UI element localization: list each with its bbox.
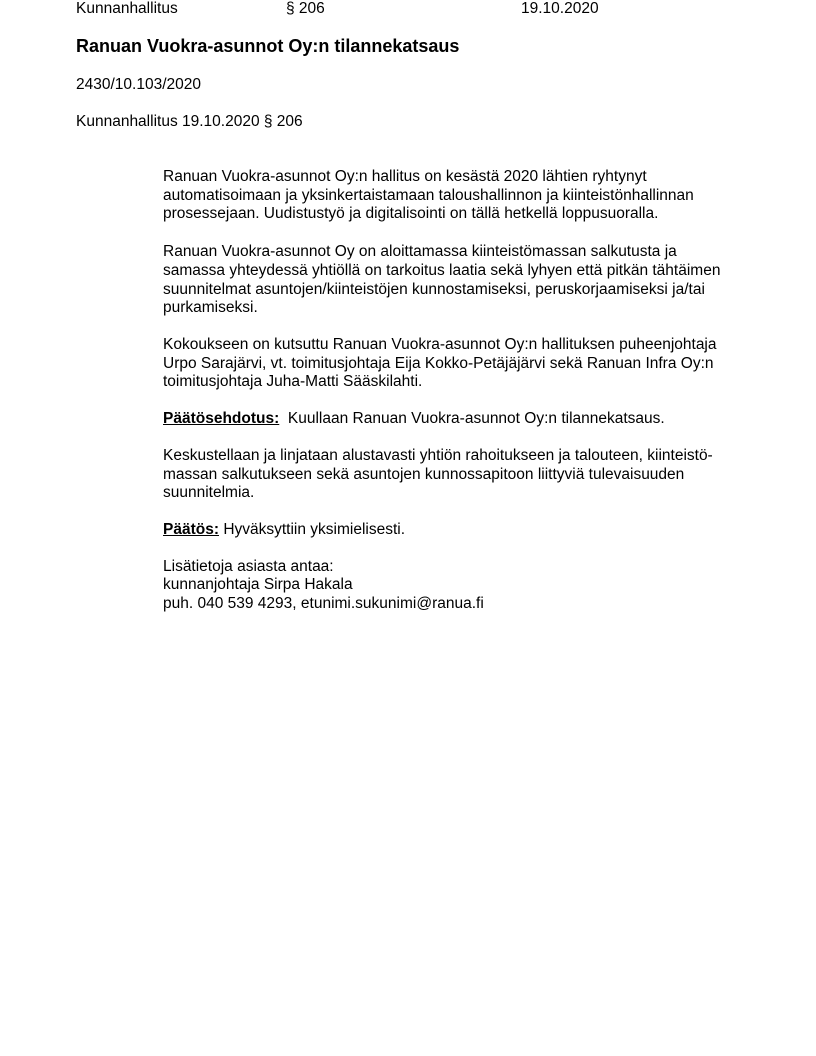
- text-line: Kokoukseen on kutsuttu Ranuan Vuokra-asunnot Oy:n hallituksen puheenjohtaja: [163, 336, 717, 353]
- header-section: § 206: [286, 0, 325, 17]
- text-line: toimitusjohtaja Juha-Matti Sääskilahti.: [163, 373, 423, 390]
- text-line: puh. 040 539 4293, etunimi.sukunimi@ranua.fi: [163, 595, 484, 612]
- text-line: kunnanjohtaja Sirpa Hakala: [163, 576, 353, 593]
- text-line: samassa yhteydessä yhtiöllä on tarkoitus laatia sekä lyhyen että pitkän tähtäimen: [163, 262, 721, 279]
- meeting-reference: Kunnanhallitus 19.10.2020 § 206: [76, 113, 303, 130]
- text-line: Lisätietoja asiasta antaa:: [163, 558, 334, 575]
- text-line: massan salkutukseen sekä asuntojen kunnossapitoon liittyviä tulevaisuuden: [163, 466, 685, 483]
- text-line: suunnitelmia.: [163, 484, 255, 501]
- text-line: Urpo Sarajärvi, vt. toimitusjohtaja Eija Kokko-Petäjäjärvi sekä Ranuan Infra Oy:n: [163, 355, 714, 372]
- header-date: 19.10.2020: [521, 0, 599, 17]
- proposal-text: Kuullaan Ranuan Vuokra-asunnot Oy:n tilannekatsaus.: [287, 410, 665, 427]
- decision-label: Päätös:: [163, 521, 219, 538]
- decision: [163, 521, 405, 539]
- text-line: prosessejaan. Uudistustyö ja digitalisointi on tällä hetkellä loppusuoralla.: [163, 205, 659, 222]
- text-line: suunnitelmat asuntojen/kiinteistöjen kunnostamiseksi, peruskorjaamiseksi ja/tai: [163, 281, 705, 298]
- text-line: Ranuan Vuokra-asunnot Oy:n hallitus on kesästä 2020 lähtien ryhtynyt: [163, 168, 647, 185]
- record-number: 2430/10.103/2020: [76, 76, 201, 93]
- text-line: automatisoimaan ja yksinkertaistamaan taloushallinnon ja kiinteistönhallinnan: [163, 187, 694, 204]
- text-line: Ranuan Vuokra-asunnot Oy on aloittamassa kiinteistömassan salkutusta ja: [163, 243, 677, 260]
- header-body: Kunnanhallitus: [76, 0, 178, 17]
- page-title: Ranuan Vuokra-asunnot Oy:n tilannekatsaus: [76, 36, 460, 56]
- text-line: purkamiseksi.: [163, 299, 258, 316]
- decision-text: Hyväksyttiin yksimielisesti.: [223, 521, 406, 538]
- text-line: Keskustellaan ja linjataan alustavasti yhtiön rahoitukseen ja talouteen, kiinteistö-: [163, 447, 713, 464]
- decision-proposal: [163, 410, 665, 428]
- proposal-label: Päätösehdotus:: [163, 410, 280, 427]
